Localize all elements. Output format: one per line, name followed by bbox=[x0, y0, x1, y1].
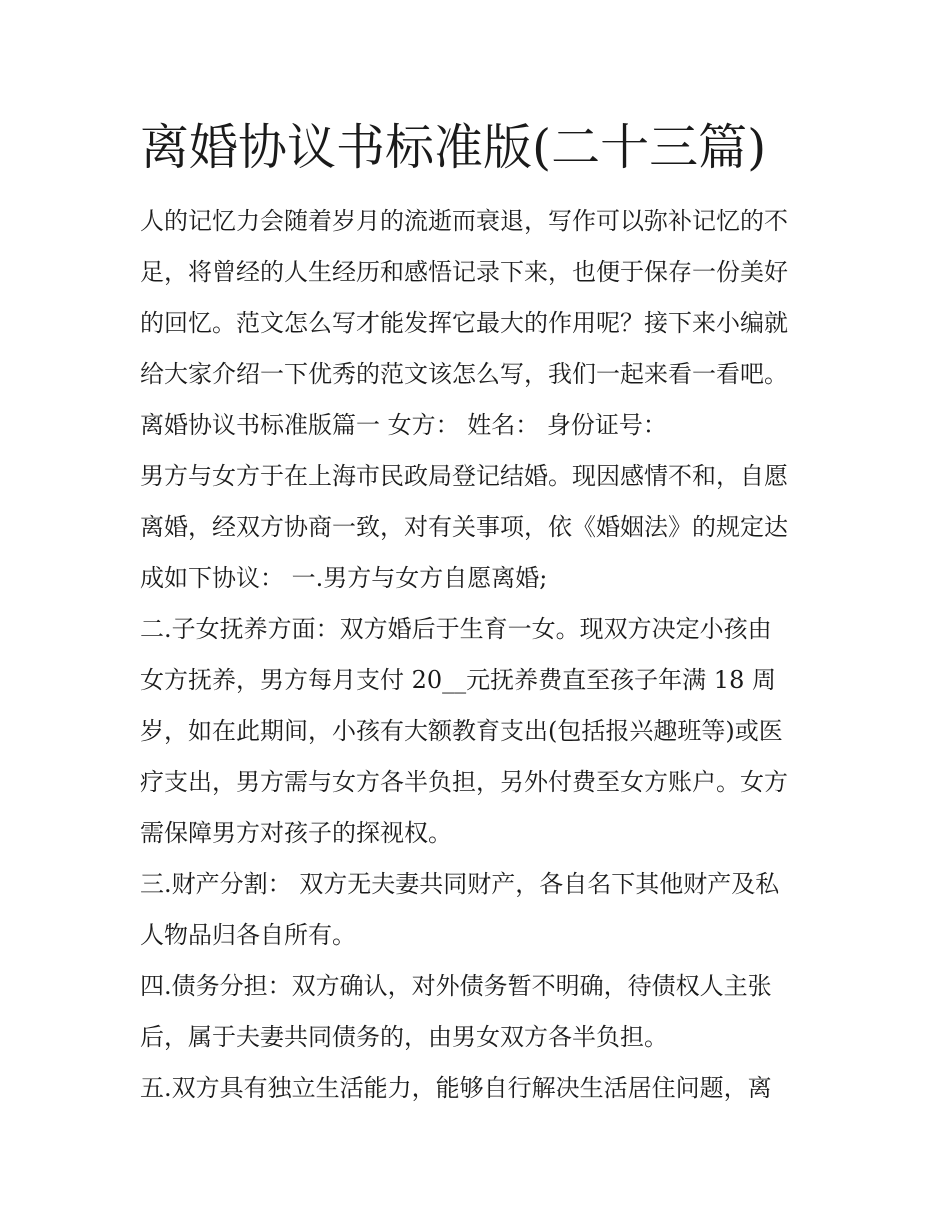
document-body bbox=[140, 196, 820, 1114]
body-line: 后，属于夫妻共同债务的，由男女双方各半负担。 bbox=[140, 1023, 668, 1051]
document-title: 离婚协议书标准版(二十三篇) bbox=[140, 119, 767, 176]
body-line: 四.债务分担：双方确认，对外债务暂不明确，待债权人主张 bbox=[140, 972, 772, 1000]
body-line: 五.双方具有独立生活能力，能够自行解决生活居住问题，离 bbox=[140, 1074, 772, 1102]
body-line: 二.子女抚养方面：双方婚后于生育一女。现双方决定小孩由 bbox=[140, 615, 772, 643]
body-line: 人的记忆力会随着岁月的流逝而衰退，写作可以弥补记忆的不 bbox=[140, 207, 788, 235]
body-line: 人物品归各自所有。 bbox=[140, 921, 356, 949]
body-line: 女方抚养，男方每月支付 20__元抚养费直至孩子年满 18 周 bbox=[140, 666, 776, 694]
body-line: 足，将曾经的人生经历和感悟记录下来，也便于保存一份美好 bbox=[140, 258, 788, 286]
body-line: 离婚协议书标准版篇一 女方： 姓名： 身份证号： bbox=[140, 411, 667, 439]
body-line: 需保障男方对孩子的探视权。 bbox=[140, 819, 452, 847]
body-line: 离婚，经双方协商一致，对有关事项，依《婚姻法》的规定达 bbox=[140, 513, 788, 541]
body-line: 的回忆。范文怎么写才能发挥它最大的作用呢？接下来小编就 bbox=[140, 309, 788, 337]
body-line: 疗支出，男方需与女方各半负担，另外付费至女方账户。女方 bbox=[140, 768, 788, 796]
body-line: 男方与女方于在上海市民政局登记结婚。现因感情不和，自愿 bbox=[140, 462, 788, 490]
body-line: 三.财产分割： 双方无夫妻共同财产，各自名下其他财产及私 bbox=[140, 870, 780, 898]
body-line: 成如下协议： 一.男方与女方自愿离婚; bbox=[140, 564, 548, 592]
body-line: 给大家介绍一下优秀的范文该怎么写，我们一起来看一看吧。 bbox=[140, 360, 788, 388]
body-line: 岁，如在此期间，小孩有大额教育支出(包括报兴趣班等)或医 bbox=[140, 717, 783, 745]
